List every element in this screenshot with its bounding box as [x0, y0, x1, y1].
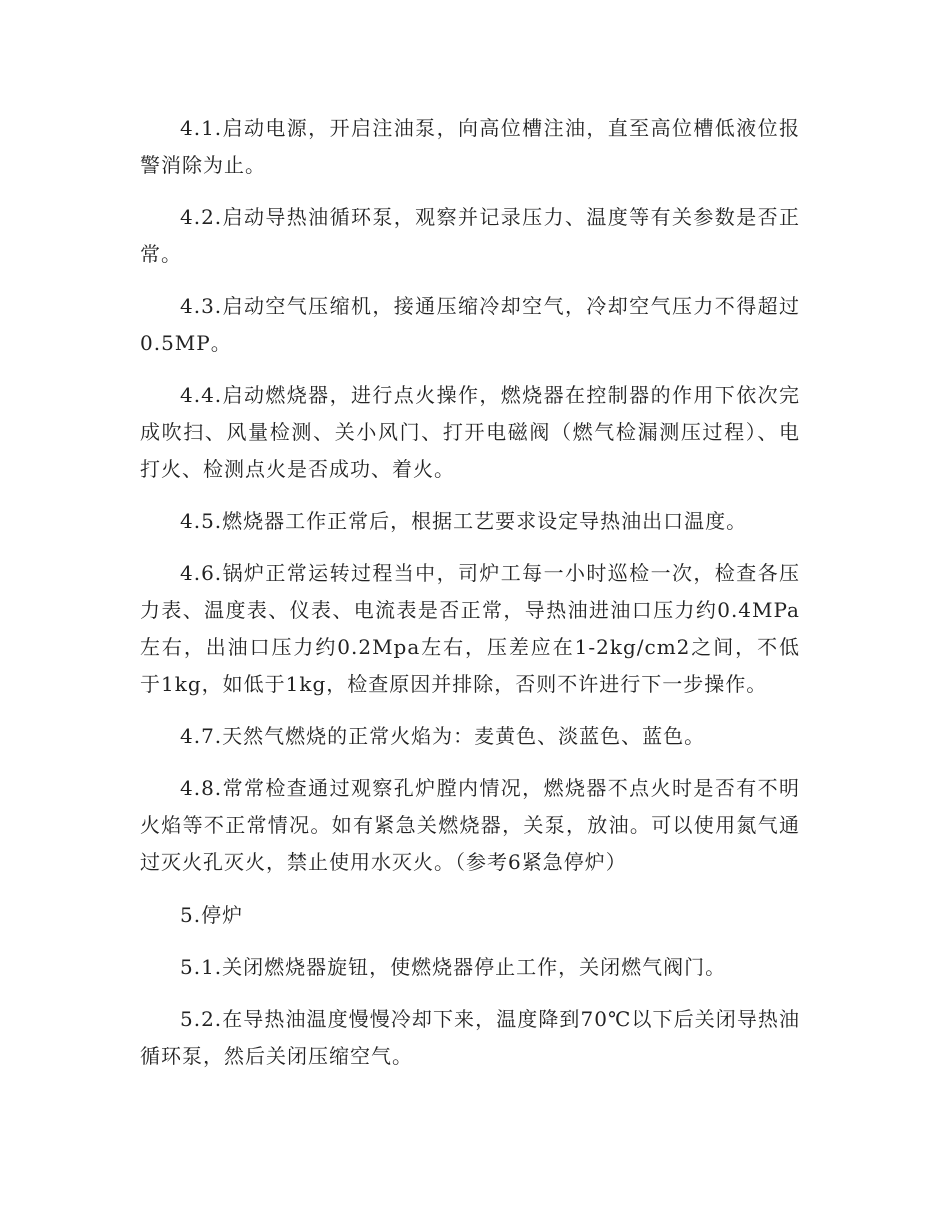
paragraph-4-5: 4.5.燃烧器工作正常后，根据工艺要求设定导热油出口温度。 [180, 509, 748, 533]
document-body [140, 110, 800, 1090]
paragraph-5-2: 5.2.在导热油温度慢慢冷却下来，温度降到70℃以下后关闭导热油循环泵，然后关闭压缩空气。 [140, 1007, 800, 1068]
paragraph-4-3: 4.3.启动空气压缩机，接通压缩冷却空气，冷却空气压力不得超过0.5MP。 [140, 294, 800, 355]
paragraph-4-2: 4.2.启动导热油循环泵，观察并记录压力、温度等有关参数是否正常。 [140, 205, 800, 266]
paragraph-4-8: 4.8.常常检查通过观察孔炉膛内情况，燃烧器不点火时是否有不明火焰等不正常情况。如有紧急关燃烧器，关泵，放油。可以使用氮气通过灭火孔灭火，禁止使用水灭火。（参考6紧急停炉） [140, 776, 800, 874]
section-heading-5: 5.停炉 [180, 903, 244, 927]
paragraph-4-6: 4.6.锅炉正常运转过程当中，司炉工每一小时巡检一次，检查各压力表、温度表、仪表、电流表是否正常，导热油进油口压力约0.4MPa左右，出油口压力约0.2Mpa左右，压差应在1-2kg/cm2之间，不低于1kg，如低于1kg，检查原因并排除，否则不许进行下一步操作。 [140, 561, 800, 696]
paragraph-4-4: 4.4.启动燃烧器，进行点火操作，燃烧器在控制器的作用下依次完成吹扫、风量检测、关小风门、打开电磁阀（燃气检漏测压过程）、电打火、检测点火是否成功、着火。 [140, 383, 800, 481]
paragraph-5-1: 5.1.关闭燃烧器旋钮，使燃烧器停止工作，关闭燃气阀门。 [180, 955, 727, 979]
paragraph-4-1: 4.1.启动电源，开启注油泵，向高位槽注油，直至高位槽低液位报警消除为止。 [140, 116, 800, 177]
paragraph-4-7: 4.7.天然气燃烧的正常火焰为：麦黄色、淡蓝色、蓝色。 [180, 724, 706, 748]
